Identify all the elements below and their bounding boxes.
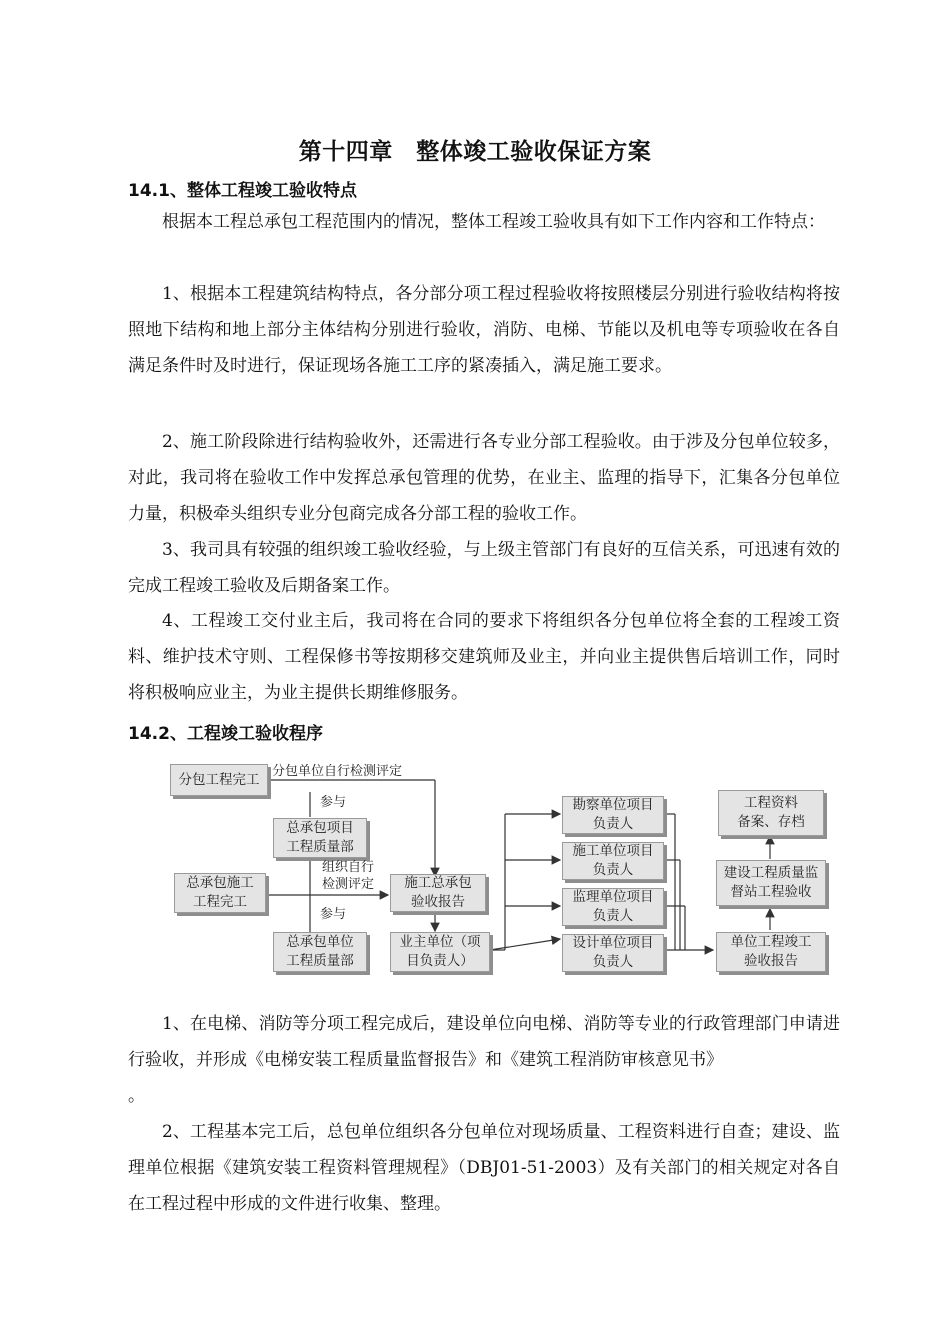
procedure-item-1-tail: 。: [128, 1086, 145, 1106]
gc-project-quality-box: 总承包项目 工程质量部: [273, 818, 367, 858]
construct-box: 施工单位项目 负责人: [562, 842, 664, 880]
unit-report-box: 单位工程竣工 验收报告: [716, 932, 826, 972]
procedure-item-1: 1、在电梯、消防等分项工程完成后，建设单位向电梯、消防等专业的行政管理部门申请进行验收，并形成《电梯安装工程质量监督报告》和《建筑工程消防审核意见书》: [128, 1014, 840, 1070]
feature-item-4: 4、工程竣工交付业主后，我司将在合同的要求下将组织各分包单位将全套的工程竣工资料、维护技术守则、工程保修书等按期移交建筑师及业主，并向业主提供售后培训工作，同时将积极响应业主，为业主提供长期维修服务。: [128, 611, 840, 703]
sub-complete-box: 分包工程完工: [170, 764, 268, 796]
owner-box: 业主单位（项 目负责人）: [390, 932, 490, 972]
participate-label-2: 参与: [320, 907, 347, 922]
supervise-box: 监理单位项目 负责人: [562, 888, 664, 926]
design-box: 设计单位项目 负责人: [562, 934, 664, 972]
feature-item-3: 3、我司具有较强的组织竣工验收经验，与上级主管部门有良好的互信关系，可迅速有效的完成工程竣工验收及后期备案工作。: [128, 540, 840, 596]
section-heading-14-2: 14.2、工程竣工验收程序: [128, 724, 323, 744]
archive-box: 工程资料 备案、存档: [718, 790, 824, 836]
feature-item-2: 2、施工阶段除进行结构验收外，还需进行各专业分部工程验收。由于涉及分包单位较多，对此，我司将在验收工作中发挥总承包管理的优势，在业主、监理的指导下，汇集各分包单位力量，积极牵头组织专业分包商完成各分部工程的验收工作。: [128, 432, 840, 524]
section-heading-14-1: 14.1、整体工程竣工验收特点: [128, 181, 357, 201]
org-check-label: 组织自行 检测评定: [322, 860, 375, 892]
intro-paragraph: 根据本工程总承包工程范围内的情况，整体工程竣工验收具有如下工作内容和工作特点：: [162, 212, 825, 232]
participate-label-1: 参与: [320, 795, 347, 810]
acceptance-flowchart: [160, 754, 840, 984]
feature-item-1: 1、根据本工程建筑结构特点，各分部分项工程过程验收将按照楼层分别进行验收结构将按照地下结构和地上部分主体结构分别进行验收，消防、电梯、节能以及机电等专项验收在各自满足条件时及时进行，保证现场各施工工序的紧凑插入，满足施工要求。: [128, 284, 840, 376]
supervision-station-box: 建设工程质量监 督站工程验收: [716, 860, 826, 906]
gc-complete-box: 总承包施工 工程完工: [174, 873, 266, 913]
self-check-label: 分包单位自行检测评定: [272, 764, 403, 779]
gc-unit-quality-box: 总承包单位 工程质量部: [273, 932, 367, 972]
gc-report-box: 施工总承包 验收报告: [390, 874, 486, 912]
chapter-title: 第十四章 整体竣工验收保证方案: [298, 139, 652, 165]
survey-box: 勘察单位项目 负责人: [562, 796, 664, 834]
procedure-item-2: 2、工程基本完工后，总包单位组织各分包单位对现场质量、工程资料进行自查；建设、监理单位根据《建筑安装工程资料管理规程》（DBJ01-51-2003）及有关部门的相关规定对各自在工程过程中形成的文件进行收集、整理。: [128, 1122, 840, 1214]
